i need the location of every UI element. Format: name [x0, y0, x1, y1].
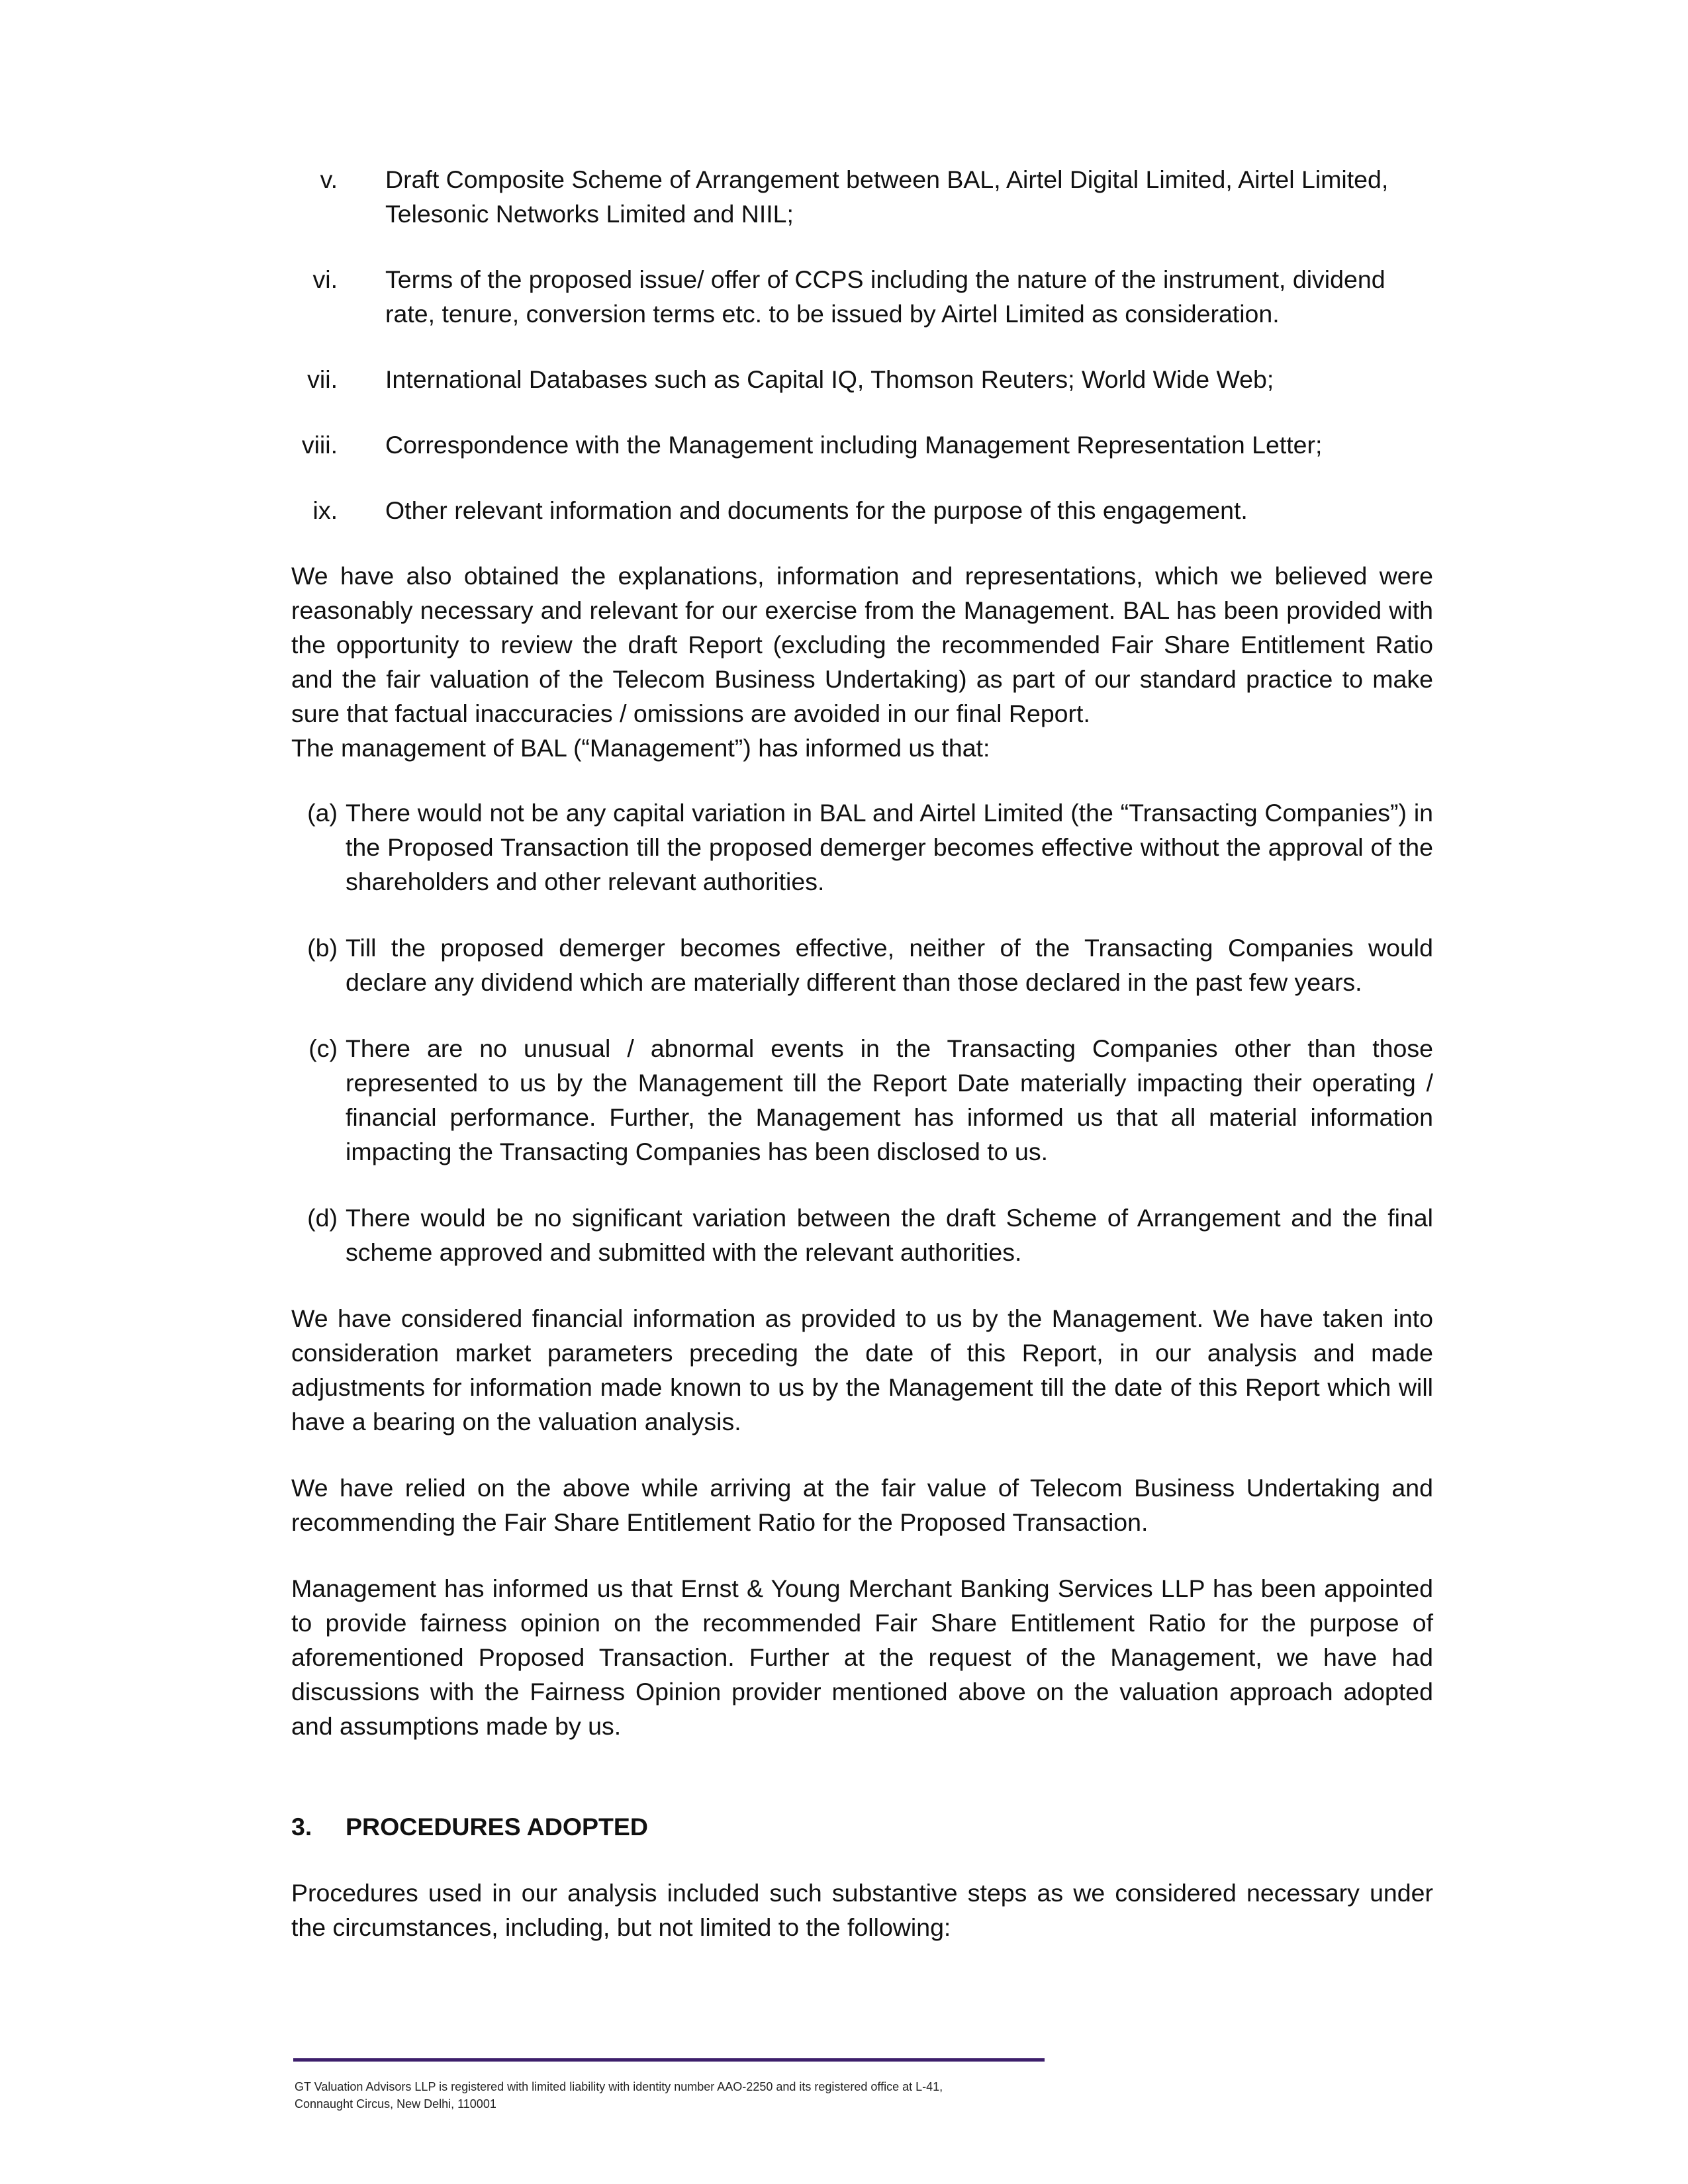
footer-rule — [293, 2058, 1045, 2062]
footer — [295, 2078, 1155, 2113]
list-item-text: There would not be any capital variation in BAL and Airtel Limited (the “Transacting Companies”) in the Proposed Transaction till the proposed demerger becomes effective without the approval of the shareholders and other relevant authorities. — [346, 799, 1433, 895]
list-item-number: ix. — [312, 496, 338, 524]
paragraph-procedures: Procedures used in our analysis included such substantive steps as we considered necessary under the circumstances, including, but not limited to the following: — [291, 1879, 1433, 1941]
list-item-letter: (c) — [308, 1034, 338, 1062]
list-item-letter: (b) — [307, 934, 338, 962]
list-item-number: vii. — [307, 365, 338, 393]
section-heading — [291, 1809, 1433, 1844]
paragraph-fairness-opinion: Management has informed us that Ernst & Young Merchant Banking Services LLP has been appointed to provide fairness opinion on the recommended Fair Share Entitlement Ratio for the purpose of aforementioned Proposed Transaction. Further at the request of the Management, we have had discussions with the Fairness Opinion provider mentioned above on the valuation approach adopted and assumptions made by us. — [291, 1574, 1433, 1740]
page-content — [291, 162, 1433, 1944]
paragraph-management-intro: The management of BAL (“Management”) has informed us that: — [291, 734, 990, 762]
list-item-number: viii. — [301, 431, 338, 459]
list-item-text: International Databases such as Capital IQ, Thomson Reuters; World Wide Web; — [385, 365, 1274, 393]
footer-line-1: GT Valuation Advisors LLP is registered with limited liability with identity number AAO-2250 and its registered office at L-41, — [295, 2080, 943, 2093]
list-item — [291, 162, 1433, 231]
list-item — [291, 931, 1433, 999]
spacer — [291, 1539, 1433, 1571]
list-item-letter: (a) — [307, 799, 338, 827]
list-item — [291, 1201, 1433, 1269]
spacer — [291, 1844, 1433, 1876]
list-item — [291, 1031, 1433, 1169]
list-item-text: Terms of the proposed issue/ offer of CCPS including the nature of the instrument, dividend rate, tenure, conversion terms etc. to be issued by Airtel Limited as consideration. — [385, 265, 1385, 328]
list-item-number: v. — [320, 165, 338, 193]
list-item — [291, 796, 1433, 899]
paragraph-financial-info: We have considered financial information as provided to us by the Management. We have taken into consideration market parameters preceding the date of this Report, in our analysis and made adjustments for information made known to us by the Management till the date of this Report which will have a bearing on the valuation analysis. — [291, 1304, 1433, 1435]
paragraph-relied: We have relied on the above while arriving at the fair value of Telecom Business Undertaking and recommending the Fair Share Entitlement Ratio for the Proposed Transaction. — [291, 1474, 1433, 1536]
list-item-text: There are no unusual / abnormal events in the Transacting Companies other than those represented to us by the Management till the Report Date materially impacting their operating / financial performance. Further, the Management has informed us that all material information impacting the Transacting Companies has been disclosed to us. — [346, 1034, 1433, 1165]
list-item — [291, 262, 1433, 331]
alpha-list — [291, 796, 1433, 1269]
spacer — [291, 1743, 1433, 1809]
list-item-text: Draft Composite Scheme of Arrangement between BAL, Airtel Digital Limited, Airtel Limited, Telesonic Networks Limited and NIIL; — [385, 165, 1389, 228]
list-item-number: vi. — [312, 265, 338, 293]
spacer — [291, 1439, 1433, 1471]
section-number: 3. — [291, 1813, 312, 1841]
list-item-text: Till the proposed demerger becomes effective, neither of the Transacting Companies would declare any dividend which are materially different than those declared in the past few years. — [346, 934, 1433, 996]
list-item-text: Other relevant information and documents for the purpose of this engagement. — [385, 496, 1248, 524]
paragraph-explanations: We have also obtained the explanations, information and representations, which we believed were reasonably necessary and relevant for our exercise from the Management. BAL has been provided with the opportunity to review the draft Report (excluding the recommended Fair Share Entitlement Ratio and the fair valuation of the Telecom Business Undertaking) as part of our standard practice to make sure that factual inaccuracies / omissions are avoided in our final Report. — [291, 562, 1433, 727]
list-item — [291, 428, 1433, 462]
list-item — [291, 493, 1433, 527]
section-title: PROCEDURES ADOPTED — [346, 1813, 648, 1841]
list-item — [291, 362, 1433, 396]
roman-list — [291, 162, 1433, 527]
list-item-text: Correspondence with the Management including Management Representation Letter; — [385, 431, 1323, 459]
footer-line-2: Connaught Circus, New Delhi, 110001 — [295, 2097, 496, 2111]
list-item-letter: (d) — [307, 1204, 338, 1232]
list-item-text: There would be no significant variation between the draft Scheme of Arrangement and the final scheme approved and submitted with the relevant authorities. — [346, 1204, 1433, 1266]
